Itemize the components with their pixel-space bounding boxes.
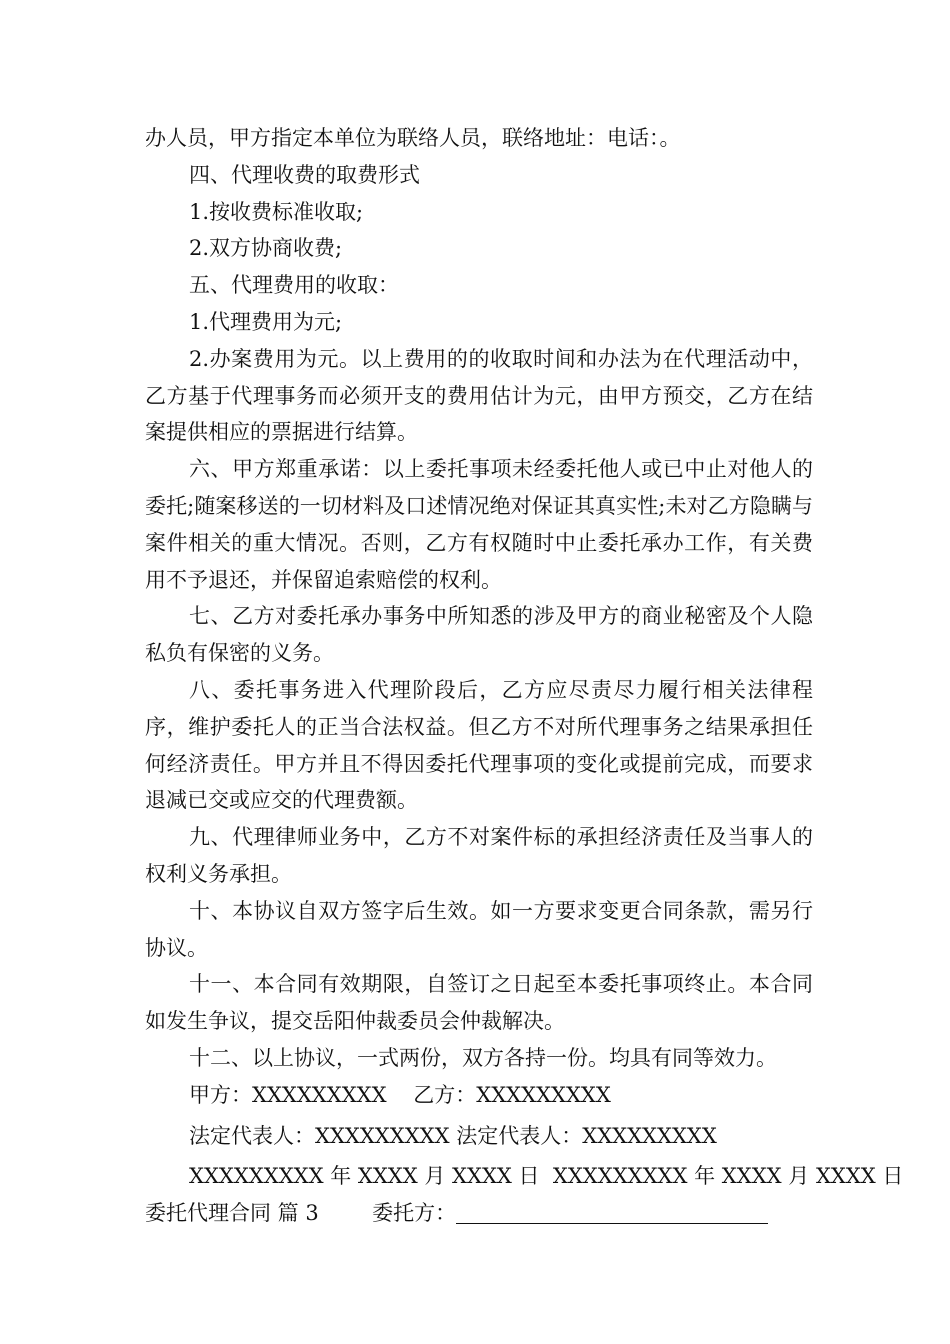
list-item: 1.按收费标准收取; [189,199,364,224]
date-b: XXXXXXXXX 年 XXXX 月 XXXX 日 [552,1164,904,1189]
paragraph: 办人员，甲方指定本单位为联络人员，联络地址：电话：。 [145,126,681,150]
signature-dates-line [145,1158,904,1195]
paragraph: 六、甲方郑重承诺：以上委托事项未经委托他人或已中止对他人的委托;随案移送的一切材料及口述情况绝对保证其真实性;未对乙方隐瞒与案件相关的重大情况。否则，乙方有权随时中止委托承办工作，有关费用不予退还，并保留追索赔偿的权利。 [145,457,813,592]
next-section-line [145,1195,813,1232]
paragraph: 九、代理律师业务中，乙方不对案件标的承担经济责任及当事人的权利义务承担。 [145,825,813,886]
section-heading: 五、代理费用的收取： [189,273,399,298]
section-title: 委托代理合同 篇 3 [145,1201,319,1226]
list-item: 2.双方协商收费; [189,236,343,261]
rep-b: 法定代表人：XXXXXXXXX [456,1123,717,1148]
client-label: 委托方： [372,1201,457,1226]
party-b: 乙方：XXXXXXXXX [413,1082,611,1107]
client-blank-line [456,1201,768,1224]
section-heading: 四、代理收费的取费形式 [189,162,420,187]
paragraph: 2.办案费用为元。以上费用的的收取时间和办法为在代理活动中，乙方基于代理事务而必须开支的费用估计为元，由甲方预交，乙方在结案提供相应的票据进行结算。 [145,346,813,445]
contract-body [145,120,904,1232]
rep-a: 法定代表人：XXXXXXXXX [189,1123,450,1148]
party-a: 甲方：XXXXXXXXX [189,1082,387,1107]
signature-reps-line [145,1118,813,1155]
paragraph: 十二、以上协议，一式两份，双方各持一份。均具有同等效力。 [189,1045,777,1070]
paragraph: 十、本协议自双方签字后生效。如一方要求变更合同条款，需另行协议。 [145,898,813,960]
list-item: 1.代理费用为元; [189,309,343,334]
date-a: XXXXXXXXX 年 XXXX 月 XXXX 日 [189,1164,540,1189]
paragraph: 十一、本合同有效期限，自签订之日起至本委托事项终止。本合同如发生争议，提交岳阳仲裁委员会仲裁解决。 [145,972,813,1034]
paragraph: 八、委托事务进入代理阶段后，乙方应尽责尽力履行相关法律程序，维护委托人的正当合法权益。但乙方不对所代理事务之结果承担任何经济责任。甲方并且不得因委托代理事项的变化或提前完成，而要求退减已交或应交的代理费额。 [145,677,813,813]
paragraph: 七、乙方对委托承办事务中所知悉的涉及甲方的商业秘密及个人隐私负有保密的义务。 [145,604,813,666]
signature-parties-line [145,1077,813,1114]
